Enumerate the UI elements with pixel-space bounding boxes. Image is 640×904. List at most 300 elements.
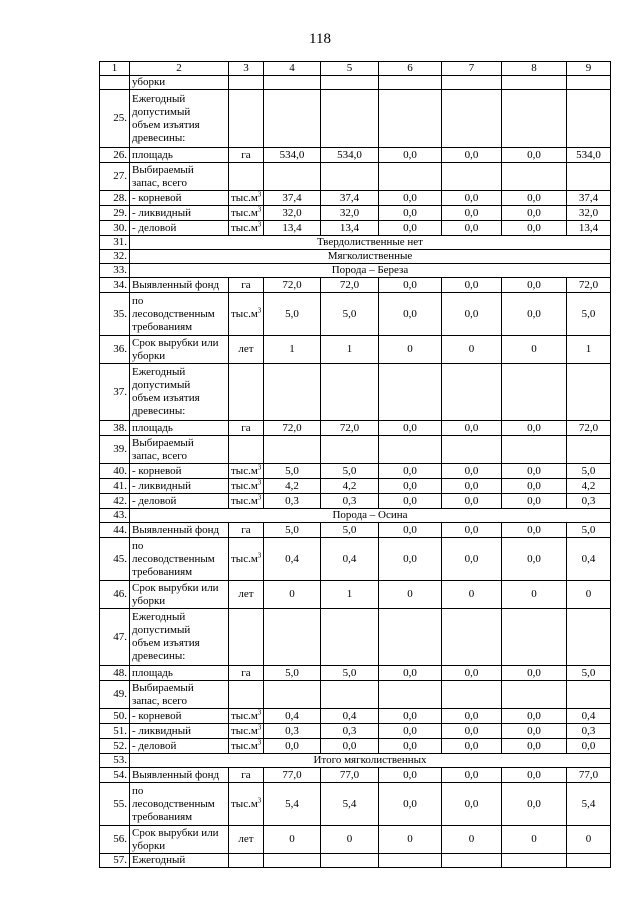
unit-text: тыс.м xyxy=(231,709,258,722)
value-cell xyxy=(321,364,379,421)
value-cell: 77,0 xyxy=(567,768,611,783)
value-cell: 0,3 xyxy=(264,724,321,739)
label-line: - деловой xyxy=(132,494,177,507)
value-cell: 5,0 xyxy=(321,464,379,479)
unit-cell xyxy=(229,724,264,739)
label-line: древесины: xyxy=(132,650,186,662)
value-cell: 0 xyxy=(502,581,567,609)
unit-cell xyxy=(229,768,264,783)
value-cell: 0,0 xyxy=(502,293,567,336)
value-cell: 1 xyxy=(321,336,379,364)
value-cell: 5,0 xyxy=(321,293,379,336)
unit-cell xyxy=(229,854,264,868)
unit-cell xyxy=(229,206,264,221)
value-cell: 0,0 xyxy=(502,724,567,739)
label-line: Выявленный фонд xyxy=(132,768,220,781)
unit-text: тыс.м xyxy=(231,797,258,810)
unit-superscript: 3 xyxy=(257,550,262,559)
table-row xyxy=(100,494,611,509)
value-cell: 0,0 xyxy=(502,739,567,754)
value-cell: 0,3 xyxy=(264,494,321,509)
row-number: 46. xyxy=(100,581,130,609)
row-number: 32. xyxy=(100,250,130,264)
indicator-label xyxy=(130,739,229,754)
value-cell: 0,0 xyxy=(442,666,502,681)
value-cell xyxy=(379,436,442,464)
label-line: - корневой xyxy=(132,709,182,722)
indicator-label xyxy=(130,293,229,336)
label-line: по xyxy=(132,539,144,552)
value-cell xyxy=(264,163,321,191)
value-cell xyxy=(567,76,611,90)
label-line: Выявленный фонд xyxy=(132,278,220,291)
value-cell: 0 xyxy=(502,826,567,854)
value-cell xyxy=(321,163,379,191)
label-line: - деловой xyxy=(132,739,177,752)
value-cell: 4,2 xyxy=(321,479,379,494)
label-line: древесины: xyxy=(132,131,186,144)
value-cell: 0 xyxy=(567,581,611,609)
value-cell: 0,0 xyxy=(321,739,379,754)
label-line: запас, всего xyxy=(132,449,187,462)
label-line: Срок вырубки или xyxy=(132,581,219,594)
header-cell: 7 xyxy=(442,62,502,76)
value-cell: 5,0 xyxy=(321,666,379,681)
header-cell: 6 xyxy=(379,62,442,76)
unit-text: лет xyxy=(238,343,254,355)
label-line: уборки xyxy=(132,594,166,607)
value-cell: 37,4 xyxy=(567,191,611,206)
table-row xyxy=(100,479,611,494)
value-cell: 0,0 xyxy=(502,783,567,826)
label-line: лесоводственным xyxy=(132,797,215,810)
value-cell xyxy=(321,76,379,90)
value-cell: 5,0 xyxy=(567,523,611,538)
value-cell xyxy=(379,90,442,148)
unit-cell xyxy=(229,739,264,754)
indicator-label xyxy=(130,364,229,421)
value-cell: 0,0 xyxy=(442,724,502,739)
unit-superscript: 3 xyxy=(257,205,262,213)
value-cell xyxy=(379,364,442,421)
label-line: запас, всего xyxy=(132,176,187,189)
value-cell: 0,0 xyxy=(442,421,502,436)
value-cell xyxy=(321,609,379,666)
value-cell: 0,0 xyxy=(442,538,502,581)
row-number: 38. xyxy=(100,421,130,436)
value-cell: 0,3 xyxy=(567,494,611,509)
unit-superscript: 3 xyxy=(257,723,262,731)
value-cell: 5,0 xyxy=(264,666,321,681)
unit-cell xyxy=(229,826,264,854)
value-cell: 13,4 xyxy=(264,221,321,236)
unit-cell xyxy=(229,538,264,581)
row-number: 35. xyxy=(100,293,130,336)
section-title: Итого мягколиственных xyxy=(130,754,611,768)
value-cell: 0 xyxy=(442,581,502,609)
unit-cell xyxy=(229,464,264,479)
header-cell: 8 xyxy=(502,62,567,76)
header-cell: 3 xyxy=(229,62,264,76)
label-line: Срок вырубки или xyxy=(132,336,219,349)
value-cell xyxy=(502,163,567,191)
label-line: по xyxy=(132,784,144,797)
indicator-label xyxy=(130,666,229,681)
unit-cell xyxy=(229,436,264,464)
value-cell: 5,0 xyxy=(264,464,321,479)
label-line: лесоводственным xyxy=(132,552,215,565)
value-cell xyxy=(264,681,321,709)
value-cell xyxy=(567,854,611,868)
unit-superscript: 3 xyxy=(257,738,262,746)
indicator-label xyxy=(130,709,229,724)
label-line: объем изъятия xyxy=(132,637,200,649)
value-cell: 0 xyxy=(379,336,442,364)
unit-text: тыс.м xyxy=(231,479,258,492)
unit-superscript: 3 xyxy=(257,190,262,198)
indicator-label xyxy=(130,479,229,494)
table-row xyxy=(100,278,611,293)
value-cell: 0,0 xyxy=(379,206,442,221)
section-row xyxy=(100,264,611,278)
indicator-label xyxy=(130,494,229,509)
unit-cell xyxy=(229,148,264,163)
value-cell: 0,0 xyxy=(442,783,502,826)
value-cell: 0,0 xyxy=(502,191,567,206)
indicator-label xyxy=(130,421,229,436)
unit-cell xyxy=(229,163,264,191)
unit-cell xyxy=(229,336,264,364)
label-line: Выбираемый xyxy=(132,436,194,449)
label-line: уборки xyxy=(132,349,166,362)
value-cell xyxy=(442,681,502,709)
value-cell: 5,0 xyxy=(264,523,321,538)
value-cell: 0,0 xyxy=(379,494,442,509)
label-line: запас, всего xyxy=(132,694,187,707)
unit-text: га xyxy=(241,768,251,781)
label-line: требованиям xyxy=(132,810,193,823)
section-row xyxy=(100,236,611,250)
value-cell: 0,0 xyxy=(442,479,502,494)
row-number: 27. xyxy=(100,163,130,191)
row-number: 37. xyxy=(100,364,130,421)
unit-text: тыс.м xyxy=(231,494,258,507)
label-line: - корневой xyxy=(132,464,182,477)
label-line: Ежегодный xyxy=(132,854,186,866)
unit-cell xyxy=(229,76,264,90)
value-cell: 1 xyxy=(321,581,379,609)
value-cell: 5,0 xyxy=(567,464,611,479)
indicator-label xyxy=(130,854,229,868)
value-cell xyxy=(567,90,611,148)
value-cell xyxy=(321,854,379,868)
table-row xyxy=(100,421,611,436)
indicator-label xyxy=(130,191,229,206)
label-line: требованиям xyxy=(132,320,193,333)
unit-cell xyxy=(229,681,264,709)
row-number: 49. xyxy=(100,681,130,709)
row-number xyxy=(100,76,130,90)
value-cell: 0,4 xyxy=(321,538,379,581)
value-cell: 0,0 xyxy=(379,479,442,494)
value-cell xyxy=(264,609,321,666)
value-cell: 72,0 xyxy=(264,278,321,293)
indicator-label xyxy=(130,436,229,464)
value-cell: 5,0 xyxy=(567,666,611,681)
unit-text: тыс.м xyxy=(231,307,258,320)
value-cell xyxy=(502,76,567,90)
value-cell: 0,4 xyxy=(264,709,321,724)
value-cell: 0,3 xyxy=(321,494,379,509)
unit-superscript: 3 xyxy=(257,305,262,314)
row-number: 29. xyxy=(100,206,130,221)
label-line: Ежегодный xyxy=(132,611,186,623)
value-cell: 0 xyxy=(264,581,321,609)
label-line: Ежегодный xyxy=(132,366,186,378)
unit-superscript: 3 xyxy=(257,463,262,471)
label-line: площадь xyxy=(132,666,173,679)
value-cell: 0,0 xyxy=(502,464,567,479)
row-number: 44. xyxy=(100,523,130,538)
value-cell xyxy=(567,364,611,421)
value-cell: 0,0 xyxy=(379,768,442,783)
value-cell: 0,0 xyxy=(379,293,442,336)
value-cell: 0,0 xyxy=(442,221,502,236)
unit-cell xyxy=(229,523,264,538)
value-cell: 0,0 xyxy=(379,783,442,826)
label-line: объем изъятия xyxy=(132,118,200,131)
value-cell: 0,0 xyxy=(442,293,502,336)
unit-cell xyxy=(229,421,264,436)
value-cell: 0,0 xyxy=(442,148,502,163)
value-cell: 0 xyxy=(379,581,442,609)
value-cell: 0,0 xyxy=(502,538,567,581)
value-cell: 0 xyxy=(321,826,379,854)
value-cell: 32,0 xyxy=(264,206,321,221)
label-line: площадь xyxy=(132,148,173,161)
indicator-label xyxy=(130,826,229,854)
unit-cell xyxy=(229,479,264,494)
value-cell xyxy=(442,76,502,90)
value-cell: 0,0 xyxy=(502,206,567,221)
value-cell xyxy=(502,609,567,666)
label-line: по xyxy=(132,294,144,307)
unit-cell xyxy=(229,494,264,509)
value-cell xyxy=(379,76,442,90)
row-number: 42. xyxy=(100,494,130,509)
value-cell: 0,0 xyxy=(442,494,502,509)
value-cell xyxy=(264,76,321,90)
row-number: 45. xyxy=(100,538,130,581)
value-cell xyxy=(567,609,611,666)
table-row xyxy=(100,666,611,681)
value-cell: 5,0 xyxy=(264,293,321,336)
value-cell: 0,0 xyxy=(502,479,567,494)
table-row xyxy=(100,148,611,163)
table-row xyxy=(100,783,611,826)
indicator-label xyxy=(130,336,229,364)
value-cell: 0,0 xyxy=(502,421,567,436)
value-cell: 37,4 xyxy=(264,191,321,206)
value-cell: 0,0 xyxy=(264,739,321,754)
value-cell xyxy=(379,681,442,709)
value-cell: 0,0 xyxy=(502,523,567,538)
label-line: уборки xyxy=(132,76,166,88)
table-row xyxy=(100,221,611,236)
value-cell xyxy=(442,364,502,421)
value-cell: 0,0 xyxy=(379,709,442,724)
label-line: - деловой xyxy=(132,221,177,234)
row-number: 34. xyxy=(100,278,130,293)
value-cell: 0 xyxy=(567,826,611,854)
indicator-label xyxy=(130,681,229,709)
value-cell: 0 xyxy=(502,336,567,364)
table-row xyxy=(100,826,611,854)
forest-data-table xyxy=(99,61,611,868)
value-cell: 0 xyxy=(264,826,321,854)
label-line: - ликвидный xyxy=(132,724,191,737)
label-line: - ликвидный xyxy=(132,206,191,219)
value-cell xyxy=(442,854,502,868)
value-cell: 0,0 xyxy=(442,464,502,479)
section-title: Мягколиственные xyxy=(130,250,611,264)
section-title: Порода – Береза xyxy=(130,264,611,278)
unit-cell xyxy=(229,609,264,666)
table-row xyxy=(100,854,611,868)
value-cell xyxy=(567,163,611,191)
indicator-label xyxy=(130,90,229,148)
row-number: 56. xyxy=(100,826,130,854)
unit-superscript: 3 xyxy=(257,795,262,804)
table-row xyxy=(100,768,611,783)
value-cell: 0,0 xyxy=(379,191,442,206)
value-cell: 534,0 xyxy=(321,148,379,163)
section-row xyxy=(100,754,611,768)
table-row xyxy=(100,206,611,221)
table-row xyxy=(100,681,611,709)
value-cell: 0,0 xyxy=(502,494,567,509)
unit-cell xyxy=(229,221,264,236)
value-cell xyxy=(379,163,442,191)
label-line: допустимый xyxy=(132,379,191,391)
row-number: 26. xyxy=(100,148,130,163)
table-row xyxy=(100,523,611,538)
unit-cell xyxy=(229,364,264,421)
value-cell: 0,0 xyxy=(379,148,442,163)
value-cell: 0,0 xyxy=(379,739,442,754)
unit-text: лет xyxy=(238,833,254,845)
value-cell: 0,4 xyxy=(567,709,611,724)
value-cell xyxy=(264,854,321,868)
table-row xyxy=(100,739,611,754)
table-row xyxy=(100,609,611,666)
row-number: 36. xyxy=(100,336,130,364)
value-cell: 0,0 xyxy=(379,523,442,538)
value-cell xyxy=(502,854,567,868)
table-row xyxy=(100,538,611,581)
header-cell: 4 xyxy=(264,62,321,76)
unit-text: тыс.м xyxy=(231,552,258,565)
table-row xyxy=(100,464,611,479)
value-cell: 0,0 xyxy=(442,523,502,538)
value-cell: 77,0 xyxy=(321,768,379,783)
indicator-label xyxy=(130,206,229,221)
unit-cell xyxy=(229,581,264,609)
table-row xyxy=(100,191,611,206)
value-cell: 0,0 xyxy=(379,724,442,739)
value-cell xyxy=(567,436,611,464)
value-cell: 0,0 xyxy=(379,666,442,681)
value-cell: 0,0 xyxy=(379,221,442,236)
indicator-label xyxy=(130,163,229,191)
row-number: 57. xyxy=(100,854,130,868)
value-cell: 4,2 xyxy=(264,479,321,494)
indicator-label xyxy=(130,148,229,163)
value-cell: 0,0 xyxy=(379,464,442,479)
row-number: 47. xyxy=(100,609,130,666)
value-cell: 0,4 xyxy=(567,538,611,581)
value-cell: 1 xyxy=(567,336,611,364)
section-title: Твердолиственные нет xyxy=(130,236,611,250)
label-line: допустимый xyxy=(132,105,191,118)
value-cell: 5,4 xyxy=(321,783,379,826)
value-cell: 0,0 xyxy=(442,739,502,754)
table-row xyxy=(100,336,611,364)
row-number: 40. xyxy=(100,464,130,479)
table-row xyxy=(100,76,611,90)
row-number: 53. xyxy=(100,754,130,768)
unit-cell xyxy=(229,783,264,826)
value-cell: 5,0 xyxy=(567,293,611,336)
section-row xyxy=(100,509,611,523)
unit-superscript: 3 xyxy=(257,220,262,228)
value-cell: 0,0 xyxy=(379,278,442,293)
header-cell: 2 xyxy=(130,62,229,76)
value-cell: 1 xyxy=(264,336,321,364)
value-cell: 0,4 xyxy=(321,709,379,724)
value-cell: 32,0 xyxy=(567,206,611,221)
value-cell: 0,0 xyxy=(502,221,567,236)
unit-cell xyxy=(229,293,264,336)
value-cell: 0,0 xyxy=(502,148,567,163)
value-cell: 0,0 xyxy=(502,278,567,293)
indicator-label xyxy=(130,724,229,739)
label-line: Ежегодный xyxy=(132,92,186,105)
value-cell: 0,0 xyxy=(442,768,502,783)
value-cell: 0,0 xyxy=(567,739,611,754)
value-cell xyxy=(264,364,321,421)
value-cell: 4,2 xyxy=(567,479,611,494)
label-line: требованиям xyxy=(132,565,193,578)
unit-text: тыс.м xyxy=(231,724,258,737)
value-cell: 0,3 xyxy=(321,724,379,739)
unit-text: тыс.м xyxy=(231,739,258,752)
value-cell: 0,0 xyxy=(442,206,502,221)
section-row xyxy=(100,250,611,264)
value-cell: 72,0 xyxy=(567,421,611,436)
indicator-label xyxy=(130,76,229,90)
unit-superscript: 3 xyxy=(257,493,262,501)
table-row xyxy=(100,724,611,739)
label-line: объем изъятия xyxy=(132,392,200,404)
indicator-label xyxy=(130,278,229,293)
row-number: 48. xyxy=(100,666,130,681)
label-line: Выбираемый xyxy=(132,163,194,176)
indicator-label xyxy=(130,783,229,826)
value-cell: 0,4 xyxy=(264,538,321,581)
unit-cell xyxy=(229,666,264,681)
header-row xyxy=(100,62,611,76)
